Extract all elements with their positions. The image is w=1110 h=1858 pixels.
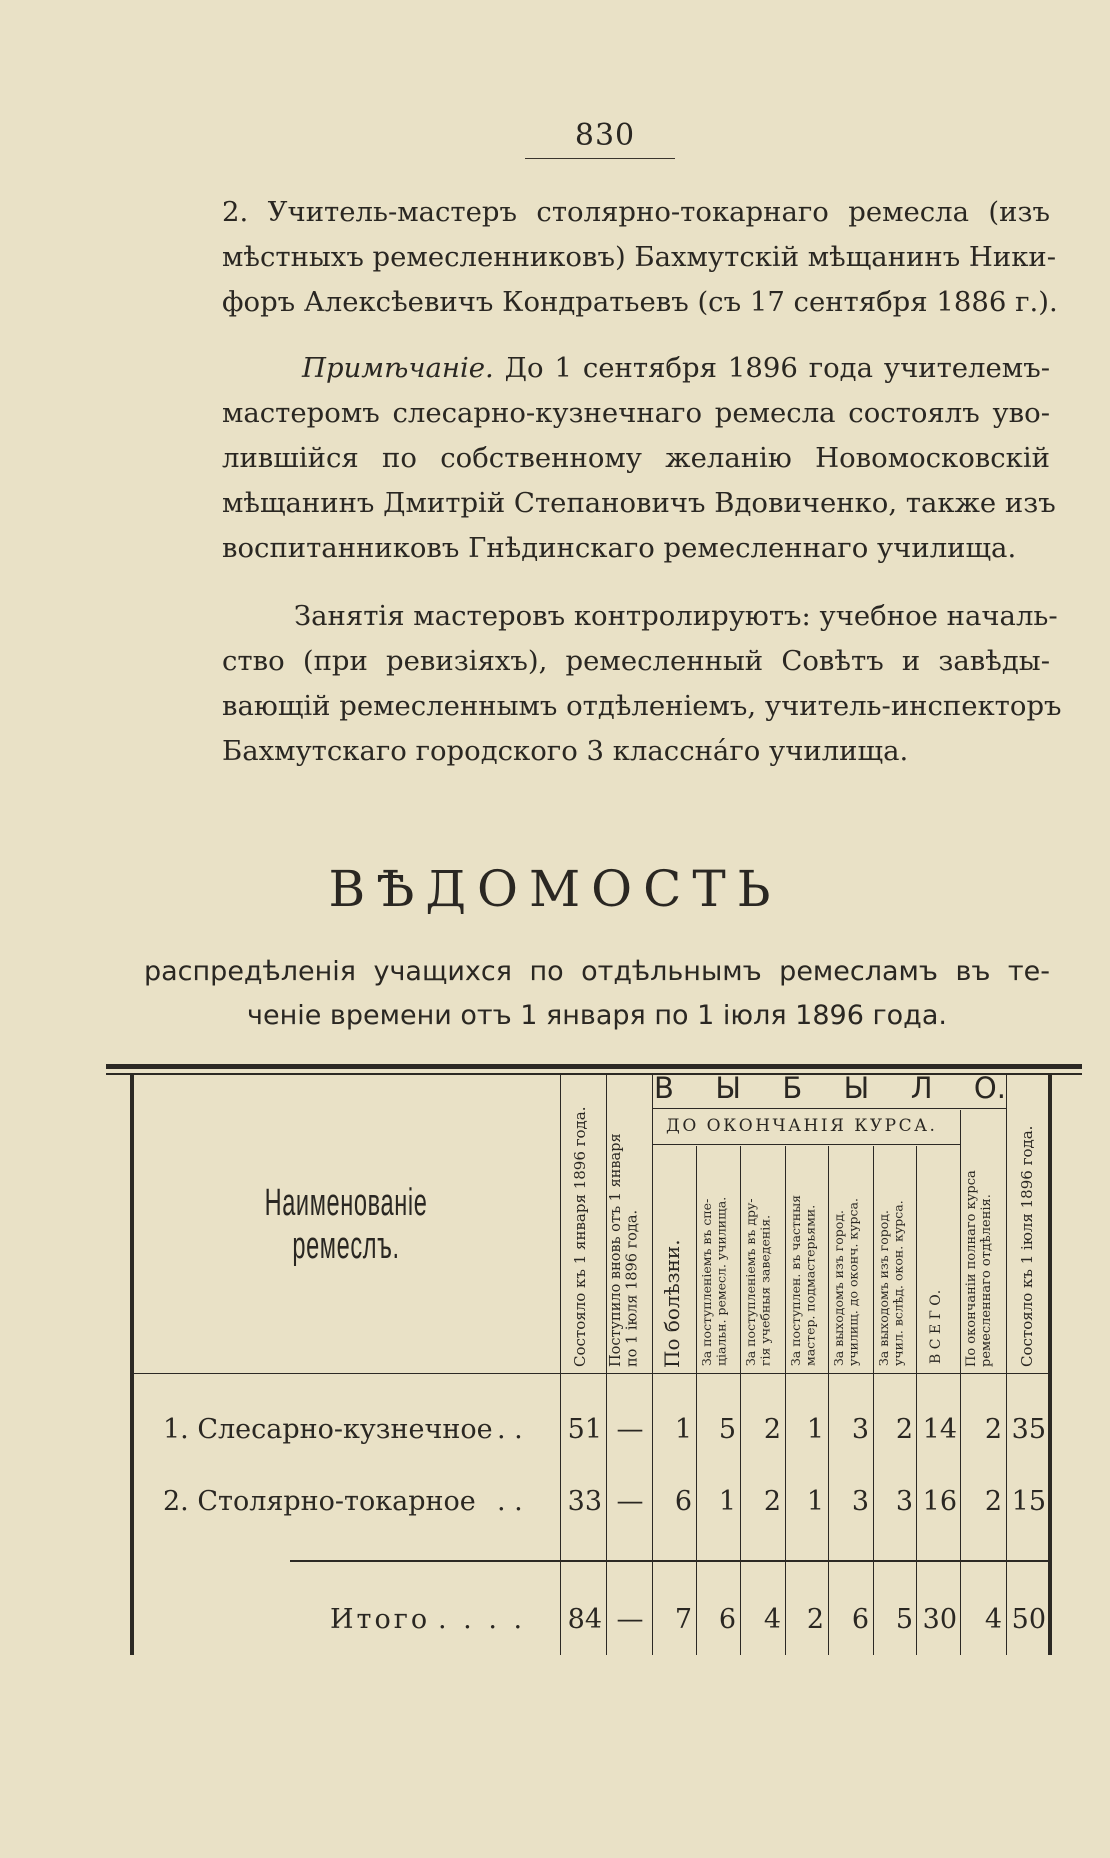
cell-total: 16 [922, 1486, 957, 1517]
col-divider [740, 1146, 741, 1655]
header-line: ремесленнаго отдѣленія. [978, 1194, 994, 1367]
row-label: 1. Слесарно-кузнечное [163, 1414, 493, 1445]
cell-new: — [616, 1414, 644, 1445]
header-line: Поступило вновь отъ 1 января [608, 1133, 624, 1367]
cell-city: 3 [851, 1414, 869, 1445]
group-letter: Ы [715, 1071, 741, 1105]
group-letter: В [654, 1071, 674, 1105]
header-end-count: Состояло къ 1 іюля 1896 года. [1018, 1125, 1036, 1367]
header-line: мастер. подмастерьями. [802, 1204, 818, 1366]
text-line: форъ Алексѣевичъ Кондратьевъ (съ 17 сентября 1886 г.). [222, 286, 1058, 318]
row-leader: . . [497, 1414, 523, 1445]
table-heading: ВѢДОМОСТЬ [328, 860, 782, 918]
text-line: мѣстныхъ ремесленниковъ) Бахмутскій мѣщанинъ Ники- [222, 241, 1057, 273]
col-divider [560, 1075, 561, 1655]
cell-city: 6 [851, 1604, 869, 1635]
totals-label: Итого [330, 1604, 431, 1635]
paragraph-teacher [222, 190, 1058, 325]
text-line: мѣщанинъ Дмитрій Степановичъ Вдовиченко, также изъ [222, 487, 1056, 519]
group-label-left [654, 1068, 1006, 1108]
cell-city-after: 2 [895, 1414, 913, 1445]
col-divider [828, 1146, 829, 1655]
text-line: вающій ремесленнымъ отдѣленіемъ, учитель-инспекторъ [222, 690, 1062, 722]
header-line: по 1 іюля 1896 года. [624, 1209, 641, 1367]
header-line: За поступленіемъ въ спе- [699, 1198, 714, 1366]
header-course-completion [965, 1112, 995, 1367]
cell-end: 50 [1011, 1604, 1046, 1635]
cell-start: 51 [567, 1414, 602, 1445]
header-line: гія учебныя заведенія. [757, 1214, 773, 1366]
cell-end: 35 [1011, 1414, 1046, 1445]
group-rule [652, 1108, 1006, 1109]
text-line: Занятія мастеровъ контролируютъ: учебное началь- [294, 600, 1058, 632]
subgroup-label: ДО ОКОНЧАНІЯ КУРСА. [666, 1116, 938, 1136]
group-letter: Б [782, 1071, 803, 1105]
col-divider [873, 1146, 874, 1655]
header-left-city-school-after [877, 1148, 906, 1366]
header-line: По окончаніи полнаго курса [964, 1170, 979, 1367]
subgroup-rule [652, 1144, 960, 1145]
text-line: 2. Учитель-мастеръ столярно-токарнаго ремесла (изъ [222, 196, 1050, 228]
cell-city-after: 3 [895, 1486, 913, 1517]
note-first-line [222, 346, 1050, 391]
header-special-school [700, 1148, 729, 1366]
cell-new: — [616, 1486, 644, 1517]
col-divider [785, 1146, 786, 1655]
cell-other: 2 [763, 1414, 781, 1445]
table-left-border [130, 1075, 134, 1655]
subtitle-line: распредѣленія учащихся по отдѣльнымъ ремесламъ въ те- [144, 956, 1050, 987]
header-line: За выходомъ изъ город. [876, 1210, 891, 1366]
cell-completion: 2 [984, 1414, 1002, 1445]
table-subtitle [144, 950, 1050, 1038]
header-private-workshops [789, 1148, 818, 1366]
group-letter: Ы [843, 1071, 870, 1105]
cell-total: 30 [922, 1604, 957, 1635]
col-divider [916, 1146, 917, 1655]
header-line: За поступлен. въ частныя [788, 1194, 803, 1366]
cell-illness: 1 [674, 1414, 692, 1445]
cell-end: 15 [1011, 1486, 1046, 1517]
subtitle-line: ченіе времени отъ 1 января по 1 іюля 1896 года. [247, 1000, 947, 1031]
cell-private: 2 [806, 1604, 824, 1635]
cell-special: 5 [718, 1414, 736, 1445]
cell-city: 3 [851, 1486, 869, 1517]
header-total-left: В С Е Г О. [928, 1289, 944, 1364]
text-line: Бахмутскаго городского 3 классна́го училища. [222, 735, 909, 767]
cell-private: 1 [806, 1486, 824, 1517]
header-illness: По болѣзни. [660, 1239, 684, 1368]
col-divider [1006, 1075, 1007, 1655]
text-line: ство (при ревизіяхъ), ремесленный Совѣтъ и завѣды- [222, 645, 1050, 677]
cell-special: 1 [718, 1486, 736, 1517]
cell-other: 4 [763, 1604, 781, 1635]
col-divider [1048, 1075, 1052, 1655]
page-number: 830 [574, 118, 636, 153]
group-letter: Л [910, 1071, 933, 1105]
header-left-city-school [832, 1148, 861, 1366]
cell-new: — [616, 1604, 644, 1635]
col-divider [652, 1075, 653, 1655]
cell-total: 14 [922, 1414, 957, 1445]
row-leader: . . [497, 1486, 523, 1517]
paragraph-control [222, 594, 1062, 774]
col-divider [606, 1075, 607, 1655]
header-other-schools [744, 1148, 773, 1366]
paragraph-note [222, 346, 1056, 571]
header-bottom-rule [130, 1373, 1048, 1374]
header-new-admissions [608, 1085, 641, 1367]
note-label: Примѣчаніе. [302, 352, 494, 384]
header-line: учил. вслѣд. окон. курса. [890, 1200, 906, 1366]
cell-completion: 2 [984, 1486, 1002, 1517]
text-line: воспитанниковъ Гнѣдинскаго ремесленнаго училища. [222, 532, 1017, 564]
column-title-crafts: Наименованіе ремеслъ. [264, 1182, 428, 1267]
note-first-line-text: До 1 сентября 1896 года учителемъ- [493, 352, 1050, 384]
cell-other: 2 [763, 1486, 781, 1517]
col-divider [960, 1110, 961, 1655]
page-number-rule [525, 158, 675, 159]
row-label: 2. Столярно-токарное [163, 1486, 476, 1517]
header-line: училищ. до оконч. курса. [845, 1198, 861, 1366]
col-divider [696, 1146, 697, 1655]
header-line: За поступленіемъ въ дру- [743, 1198, 758, 1366]
group-letter: О. [973, 1071, 1006, 1105]
header-line: За выходомъ изъ город. [831, 1210, 846, 1366]
cell-city-after: 5 [895, 1604, 913, 1635]
cell-illness: 6 [674, 1486, 692, 1517]
cell-private: 1 [806, 1414, 824, 1445]
cell-illness: 7 [674, 1604, 692, 1635]
cell-completion: 4 [984, 1604, 1002, 1635]
cell-start: 33 [567, 1486, 602, 1517]
cell-start: 84 [567, 1604, 602, 1635]
totals-leader: . . . . [438, 1604, 527, 1635]
cell-special: 6 [718, 1604, 736, 1635]
text-line: лившійся по собственному желанію Новомосковскій [222, 442, 1050, 474]
header-start-count: Состояло къ 1 января 1896 года. [571, 1106, 589, 1367]
header-line: ціальн. ремесл. училища. [713, 1196, 729, 1366]
totals-rule [290, 1560, 1048, 1562]
text-line: мастеромъ слесарно-кузнечнаго ремесла состоялъ уво- [222, 397, 1050, 429]
